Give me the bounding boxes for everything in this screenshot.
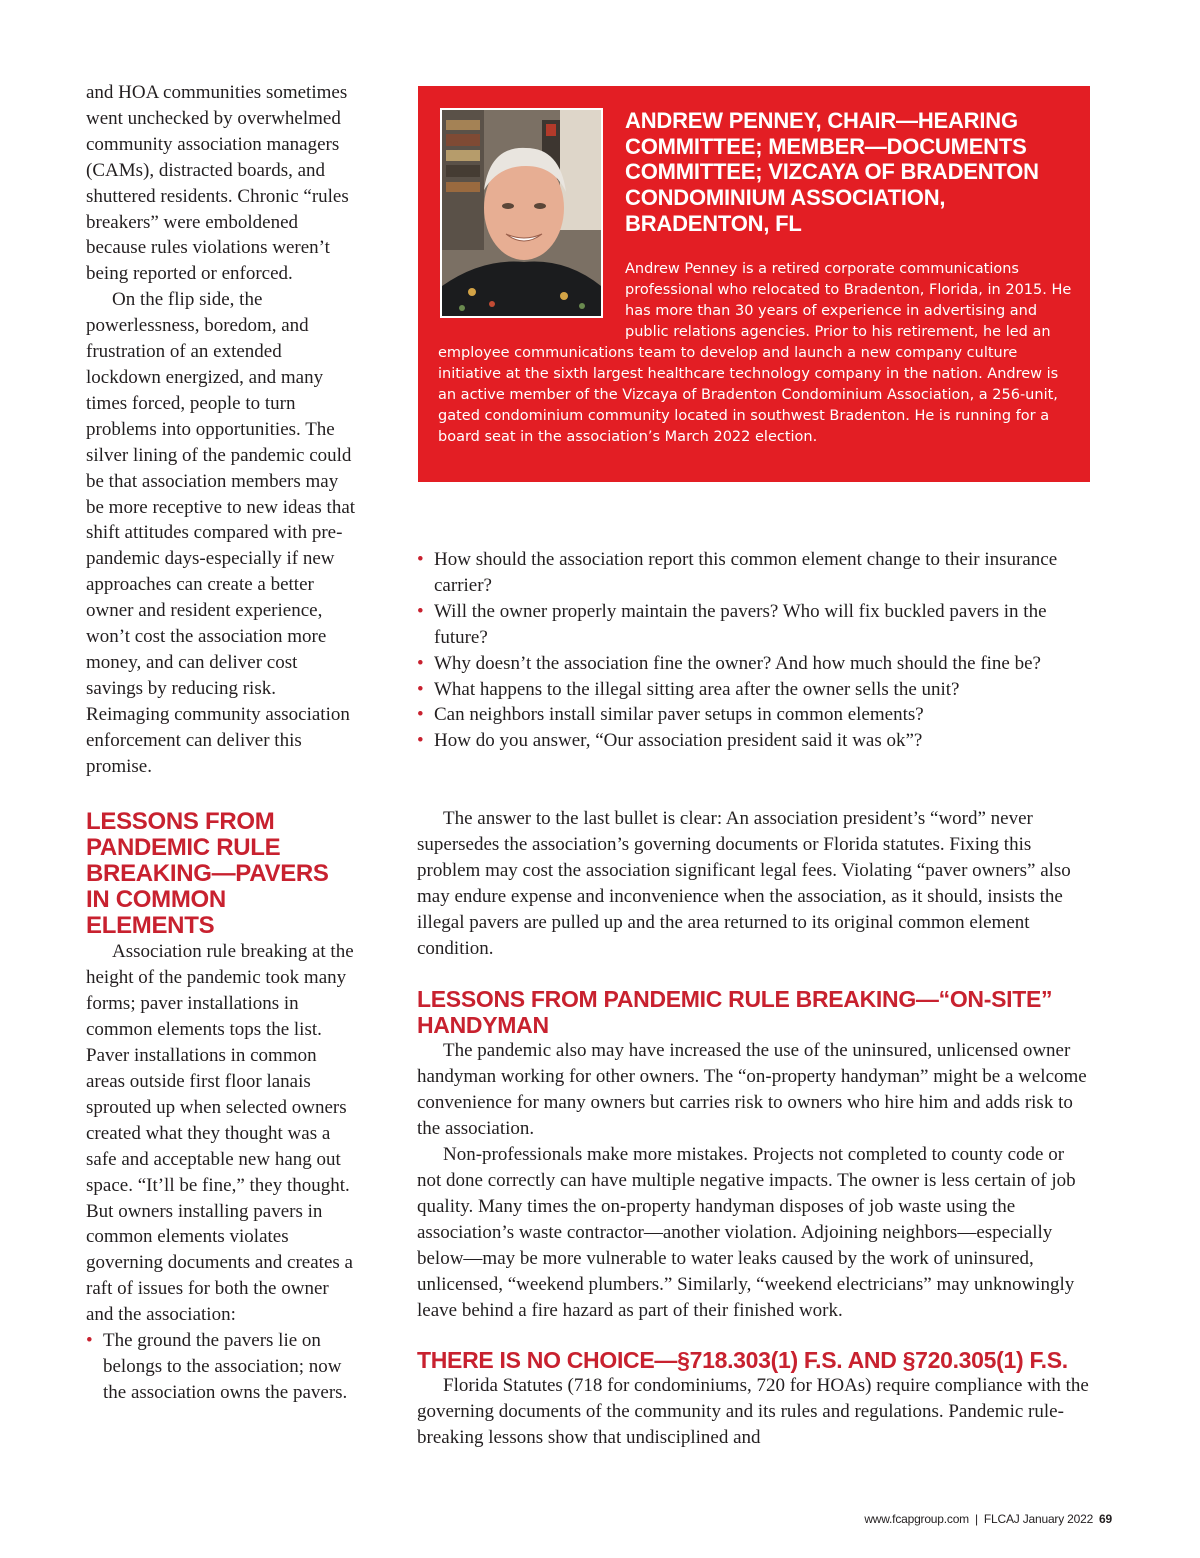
footer-website: www.fcapgroup.com (864, 1512, 969, 1526)
list-item (417, 651, 1092, 677)
bullet-text: The ground the pavers lie on belongs to the association; now the association owns the pavers. (103, 1330, 348, 1403)
bullet-text: Can neighbors install similar paver setups in common elements? (434, 704, 924, 726)
pavers-paragraph: Association rule breaking at the height of the pandemic took many forms; paver installations in common elements tops the list. Paver installations in common areas outside first floor lanais sprouted up when selected owners created what they thought was a safe and acceptable new hang out space. “It’ll be fine,” they thought. But owners installing pavers in common elements violates governing documents and creates a raft of issues for both the owner and the association: (86, 941, 354, 1326)
bullet-text: Will the owner properly maintain the pavers? Who will fix buckled pavers in the future? (434, 600, 1047, 648)
bullet-text: How should the association report this common element change to their insurance carrier? (434, 549, 1058, 596)
handyman-heading: LESSONS FROM PANDEMIC RULE BREAKING—“ON-SITE” HANDYMAN (417, 986, 1053, 1039)
statutes-heading: THERE IS NO CHOICE—§718.303(1) F.S. AND §720.305(1) F.S. (417, 1347, 1068, 1374)
handyman-paragraph-1: The pandemic also may have increased the use of the uninsured, unlicensed owner handyman working for other owners. The “on-property handyman” might be a welcome convenience for many owners but carries risk to owners who hire him and adds risk to the association. (417, 1040, 1087, 1140)
bullet-text: How do you answer, “Our association president said it was ok”? (434, 730, 923, 752)
bio-title: ANDREW PENNEY, CHAIR—HEARING COMMITTEE; MEMBER—DOCUMENTS COMMITTEE; VIZCAYA OF BRADENTON CONDOMINIUM ASSOCIATION, BRADENTON, FL (625, 108, 1039, 236)
footer-publication: FLCAJ (983, 1512, 1020, 1526)
left-column (86, 80, 358, 1406)
footer-separator: | (974, 1512, 978, 1526)
list-item (417, 728, 1092, 754)
bullet-icon: • (417, 600, 424, 622)
handyman-paragraph-2: Non-professionals make more mistakes. Projects not completed to county code or not done correctly can have multiple negative impacts. The owner is less certain of job quality. Many times the on-property handyman disposes of job waste using the association’s waste contractor—another violation. Adjoining neighbors—especially below—may be more vulnerable to water leaks caused by the work of uninsured, unlicensed, “weekend plumbers.” Similarly, “weekend electricians” may unknowingly leave behind a fire hazard as part of their finished work. (417, 1144, 1076, 1321)
bullet-text: Why doesn’t the association fine the owner? And how much should the fine be? (434, 652, 1041, 674)
right-column-lower (417, 806, 1092, 1451)
bullet-icon: • (417, 549, 424, 570)
bullet-icon: • (417, 652, 424, 674)
list-item (86, 1328, 358, 1406)
page-footer (864, 1512, 1112, 1526)
footer-issue: January 2022 (1022, 1512, 1094, 1526)
bio-text (438, 259, 1078, 448)
author-bio-box (418, 86, 1090, 482)
list-item (417, 547, 1092, 599)
bullet-icon: • (86, 1330, 93, 1352)
answer-paragraph: The answer to the last bullet is clear: An association president’s “word” never supersedes the association’s governing documents or Florida statutes. Fixing this problem may cost the association significant legal fees. Violating “paver owners” also may endure expense and inconvenience when the association, as it should, insists the illegal pavers are pulled up and the area returned to its original common element condition. (417, 808, 1071, 959)
bullet-text: What happens to the illegal sitting area after the owner sells the unit? (434, 678, 960, 700)
right-column-upper (417, 547, 1092, 754)
list-item (417, 702, 1092, 728)
page-number: 69 (1099, 1512, 1112, 1526)
intro-paragraph: and HOA communities sometimes went unchecked by overwhelmed community association managers (CAMs), distracted boards, and shuttered residents. Chronic “rules breakers” were emboldened because rules violations weren’t being reported or enforced. (86, 82, 349, 285)
flip-side-paragraph: On the flip side, the powerlessness, boredom, and frustration of an extended lockdown energized, and many times forced, people to turn problems into opportunities. The silver lining of the pandemic could be that association members may be more receptive to new ideas that shift attitudes compared with pre-pandemic days-especially if new approaches can create a better owner and resident experience, won’t cost the association more money, and can deliver cost savings by reducing risk. Reimaging community association enforcement can deliver this promise. (86, 289, 356, 777)
bullet-icon: • (417, 704, 424, 726)
list-item (417, 677, 1092, 703)
statutes-paragraph: Florida Statutes (718 for condominiums, 720 for HOAs) require compliance with the governing documents of the community and its rules and regulations. Pandemic rule-breaking lessons show that undisciplined and (417, 1375, 1089, 1449)
bio-text-content: Andrew Penney is a retired corporate communications professional who relocated to Bradenton, Florida, in 2015. He has more than 30 years of experience in advertising and public relations agencies. Prior to his retirement, he led an employee communications team to develop and launch a new company culture initiative at the sixth largest healthcare technology company in the nation. Andrew is an active member of the Vizcaya of Bradenton Condominium Association, a 256-unit, gated condominium community located in southwest Bradenton. He is running for a board seat in the association’s March 2022 election. (438, 261, 1072, 445)
bullet-icon: • (417, 730, 424, 752)
bullet-icon: • (417, 678, 424, 700)
photo-text-wrap-spacer (438, 259, 625, 343)
pavers-bullet-list (86, 1328, 358, 1406)
pavers-heading: LESSONS FROM PANDEMIC RULE BREAKING—PAVERS IN COMMON ELEMENTS (86, 808, 329, 940)
list-item (417, 599, 1092, 651)
pavers-questions-list (417, 547, 1092, 754)
